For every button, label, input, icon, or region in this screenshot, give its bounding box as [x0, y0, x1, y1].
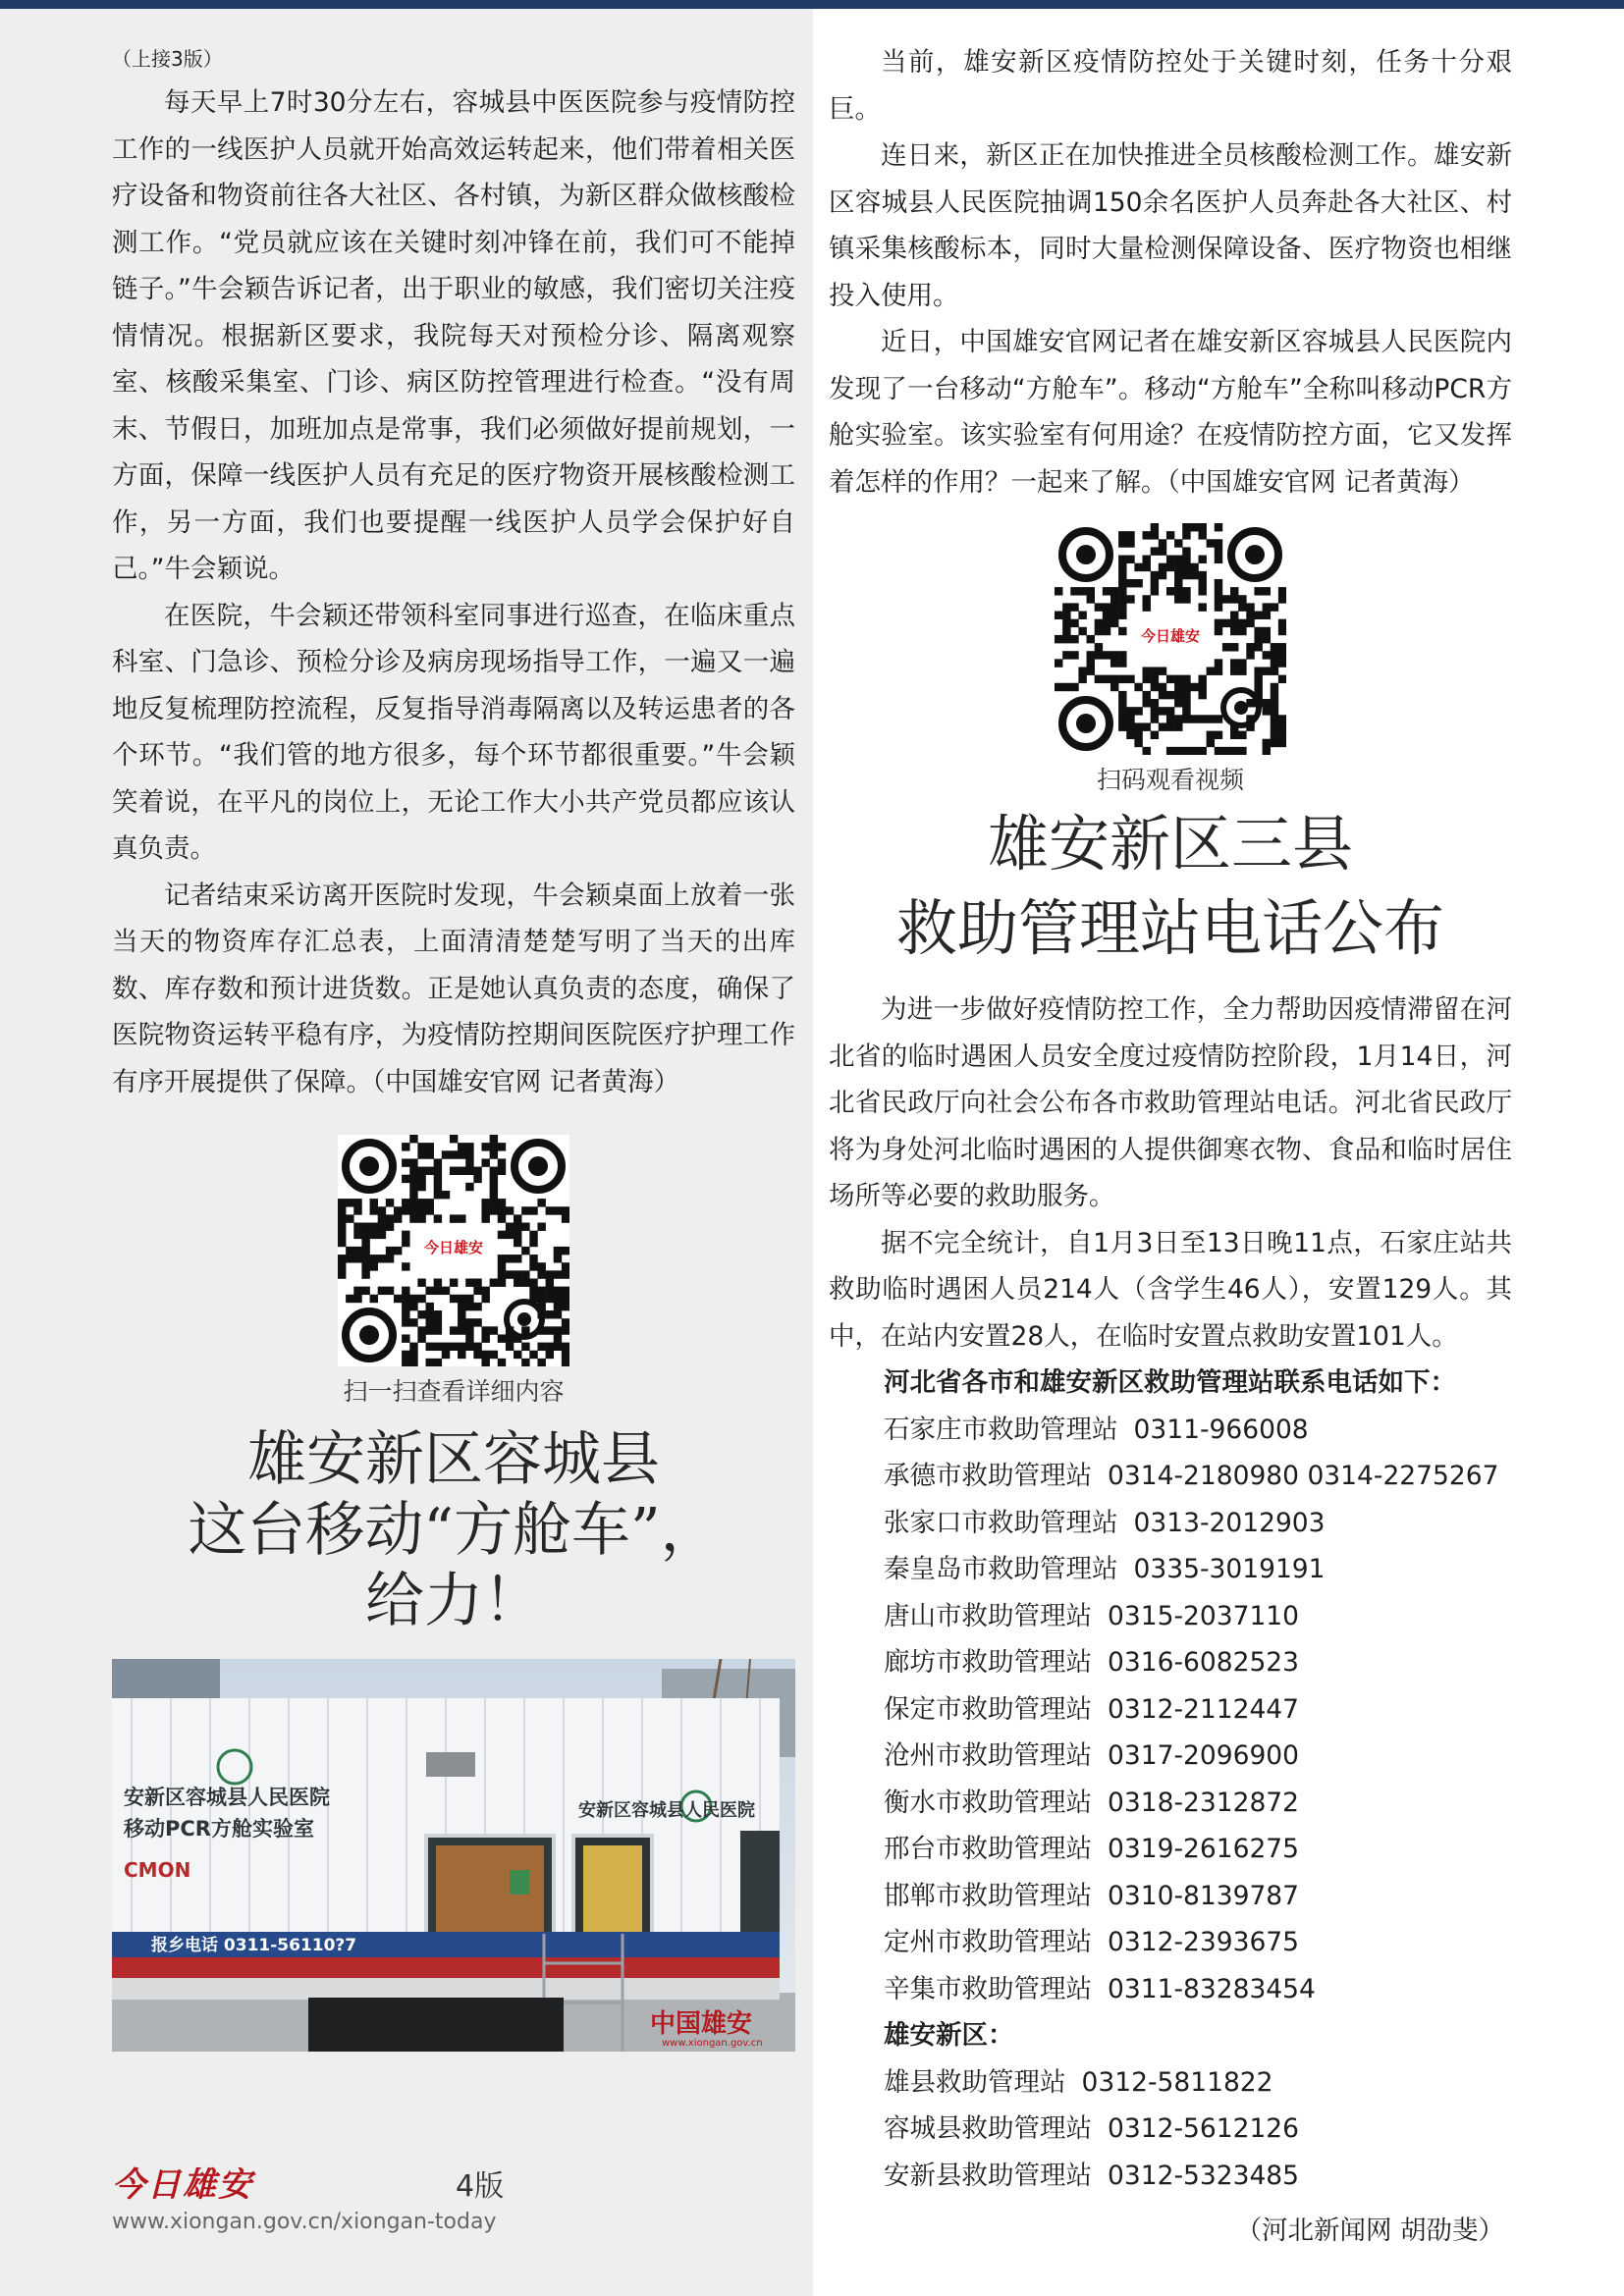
qr-code-icon[interactable]	[338, 1135, 569, 1366]
contact-phone[interactable]: 0311-83283454	[1108, 1973, 1316, 2004]
contact-row	[829, 2106, 1512, 2153]
truck-logo-text: CMON	[124, 1858, 191, 1882]
article-paragraph: 在医院，牛会颖还带领科室同事进行巡查，在临床重点科室、门急诊、预检分诊及病房现场指导工作，一遍又一遍地反复梳理防控流程，反复指导消毒隔离以及转运患者的各个环节。“我们管的地方很多，每个环节都很重要。”牛会颖笑着说，在平凡的岗位上，无论工作大小共产党员都应该认真负责。	[112, 600, 795, 864]
contact-row	[829, 2153, 1512, 2200]
truck-text: 安新区容城县人民医院	[124, 1786, 330, 1809]
qr-caption: 扫一扫查看详细内容	[343, 1377, 565, 1406]
contact-phone[interactable]: 0312-2112447	[1108, 1693, 1300, 1725]
footer-url[interactable]: www.xiongan.gov.cn/xiongan-today	[112, 2210, 497, 2234]
contact-phone[interactable]: 0318-2312872	[1108, 1787, 1300, 1818]
photo-watermark: 中国雄安	[650, 2009, 753, 2039]
headline-line: 这台移动“方舱车”，	[188, 1496, 720, 1565]
contact-phone[interactable]: 0316-6082523	[1108, 1647, 1300, 1678]
contact-name: 石家庄市救助管理站	[884, 1414, 1118, 1445]
contact-name: 承德市救助管理站	[884, 1461, 1092, 1491]
contact-row	[829, 1546, 1512, 1593]
contact-name: 容城县救助管理站	[884, 2113, 1092, 2144]
qr-block-video	[829, 523, 1512, 796]
xiongan-title: 雄安新区：	[884, 2020, 1014, 2051]
truck-photo	[112, 1659, 795, 2052]
photo-watermark-url: www.xiongan.gov.cn	[662, 2038, 763, 2049]
article-paragraph: 每天早上7时30分左右，容城县中医医院参与疫情防控工作的一线医护人员就开始高效运转起来，他们带着相关医疗设备和物资前往各大社区、各村镇，为新区群众做核酸检测工作。“党员就应该在关键时刻冲锋在前，我们可不能掉链子。”牛会颖告诉记者，出于职业的敏感，我们密切关注疫情情况。根据新区要求，我院每天对预检分诊、隔离观察室、核酸采集室、门诊、病区防控管理进行检查。“没有周末、节假日，加班加点是常事，我们必须做好提前规划，一方面，保障一线医护人员有充足的医疗物资开展核酸检测工作，另一方面，我们也要提醒一线医护人员学会保护好自己。”牛会颖说。	[112, 87, 795, 584]
article-paragraph: 据不完全统计，自1月3日至13日晚11点，石家庄站共救助临时遇困人员214人（含学生46人），安置129人。其中，在站内安置28人，在临时安置点救助安置101人。	[829, 1227, 1512, 1352]
contact-name: 张家口市救助管理站	[884, 1507, 1118, 1538]
contacts-title: 河北省各市和雄安新区救助管理站联系电话如下：	[884, 1367, 1456, 1398]
contact-row	[829, 1780, 1512, 1827]
contact-phone[interactable]: 0317-2096900	[1108, 1740, 1300, 1771]
contact-name: 雄县救助管理站	[884, 2066, 1066, 2098]
continued-note: （上接3版）	[112, 47, 223, 71]
contact-name: 沧州市救助管理站	[884, 1740, 1092, 1771]
article-credit: （河北新闻网 胡劭斐）	[1235, 2216, 1504, 2246]
headline-truck	[112, 1427, 795, 1633]
right-column	[829, 39, 1512, 2247]
contact-phone[interactable]: 0310-8139787	[1108, 1880, 1300, 1911]
qr-code-icon[interactable]	[1055, 523, 1286, 755]
mobile-lab-truck-illustration	[112, 1659, 795, 2052]
contact-row	[829, 1500, 1512, 1547]
contact-name: 辛集市救助管理站	[884, 1973, 1092, 2004]
contact-phone[interactable]: 0314-2180980 0314-2275267	[1108, 1461, 1499, 1491]
contact-phone[interactable]: 0315-2037110	[1108, 1600, 1300, 1631]
truck-phone-text: 报乡电话 0311-56110?7	[151, 1936, 357, 1955]
contact-name: 秦皇岛市救助管理站	[884, 1554, 1118, 1584]
contact-row	[829, 1639, 1512, 1686]
xiongan-contacts-list	[829, 2059, 1512, 2200]
contact-row	[829, 1686, 1512, 1734]
contact-name: 邢台市救助管理站	[884, 1834, 1092, 1864]
article-paragraph: 连日来，新区正在加快推进全员核酸检测工作。雄安新区容城县人民医院抽调150余名医护人员奔赴各大社区、村镇采集核酸标本，同时大量检测保障设备、医疗物资也相继投入使用。	[829, 140, 1512, 311]
contact-row	[829, 1453, 1512, 1500]
page-number: 4版	[456, 2169, 505, 2204]
qr-logo-text: 今日雄安	[423, 1239, 484, 1256]
contact-row	[829, 1593, 1512, 1640]
contact-phone[interactable]: 0335-3019191	[1133, 1554, 1326, 1584]
headline-rescue	[829, 810, 1512, 963]
article-paragraph: 当前，雄安新区疫情防控处于关键时刻，任务十分艰巨。	[829, 47, 1512, 125]
contact-name: 唐山市救助管理站	[884, 1600, 1092, 1631]
rescue-article	[829, 987, 1512, 2247]
contact-row	[829, 1966, 1512, 2013]
contact-row	[829, 1873, 1512, 1920]
headline-line: 雄安新区容城县	[247, 1425, 660, 1494]
contact-phone[interactable]: 0312-5811822	[1081, 2066, 1273, 2098]
contact-row	[829, 1407, 1512, 1454]
contact-phone[interactable]: 0312-2393675	[1108, 1927, 1300, 1957]
contact-name: 定州市救助管理站	[884, 1927, 1092, 1957]
truck-text: 移动PCR方舱实验室	[124, 1817, 314, 1841]
article-paragraph: 记者结束采访离开医院时发现，牛会颖桌面上放着一张当天的物资库存汇总表，上面清清楚楚写明了当天的出库数、库存数和预计进货数。正是她认真负责的态度，确保了医院物资运转平稳有序，为疫情防控期间医院医疗护理工作有序开展提供了保障。（中国雄安官网 记者黄海）	[112, 880, 795, 1097]
qr-block-details	[112, 1135, 795, 1408]
contact-name: 邯郸市救助管理站	[884, 1880, 1092, 1911]
headline-line: 雄安新区三县	[987, 808, 1353, 880]
left-column	[112, 39, 795, 2052]
contact-name: 安新县救助管理站	[884, 2160, 1092, 2191]
top-color-bar	[0, 0, 1624, 9]
contact-phone[interactable]: 0312-5612126	[1108, 2113, 1300, 2144]
truck-text: 安新区容城县人民医院	[578, 1800, 755, 1821]
contacts-list	[829, 1407, 1512, 2013]
contact-phone[interactable]: 0319-2616275	[1108, 1834, 1300, 1864]
headline-line: 救助管理站电话公布	[895, 892, 1444, 964]
contact-phone[interactable]: 0312-5323485	[1108, 2160, 1300, 2191]
contact-row	[829, 1733, 1512, 1780]
page-footer	[112, 2158, 623, 2236]
contact-name: 廊坊市救助管理站	[884, 1647, 1092, 1678]
contact-phone[interactable]: 0313-2012903	[1133, 1507, 1326, 1538]
qr-logo-text: 今日雄安	[1140, 627, 1201, 645]
headline-line: 给力！	[365, 1567, 542, 1635]
article-paragraph: 近日，中国雄安官网记者在雄安新区容城县人民医院内发现了一台移动“方舱车”。移动“方舱车”全称叫移动PCR方舱实验室。该实验室有何用途？在疫情防控方面，它又发挥着怎样的作用？一起来了解。（中国雄安官网 记者黄海）	[829, 327, 1512, 498]
contact-row	[829, 1919, 1512, 1966]
qr-caption: 扫码观看视频	[1096, 766, 1244, 794]
brand-logo: 今日雄安	[112, 2165, 253, 2205]
contact-row	[829, 2059, 1512, 2107]
contact-phone[interactable]: 0311-966008	[1133, 1414, 1309, 1445]
article-paragraph: 为进一步做好疫情防控工作，全力帮助因疫情滞留在河北省的临时遇困人员安全度过疫情防控阶段，1月14日，河北省民政厅向社会公布各市救助管理站电话。河北省民政厅将为身处河北临时遇困的人提供御寒衣物、食品和临时居住场所等必要的救助服务。	[829, 994, 1512, 1211]
contact-name: 保定市救助管理站	[884, 1693, 1092, 1725]
contact-row	[829, 1826, 1512, 1873]
contact-name: 衡水市救助管理站	[884, 1787, 1092, 1818]
